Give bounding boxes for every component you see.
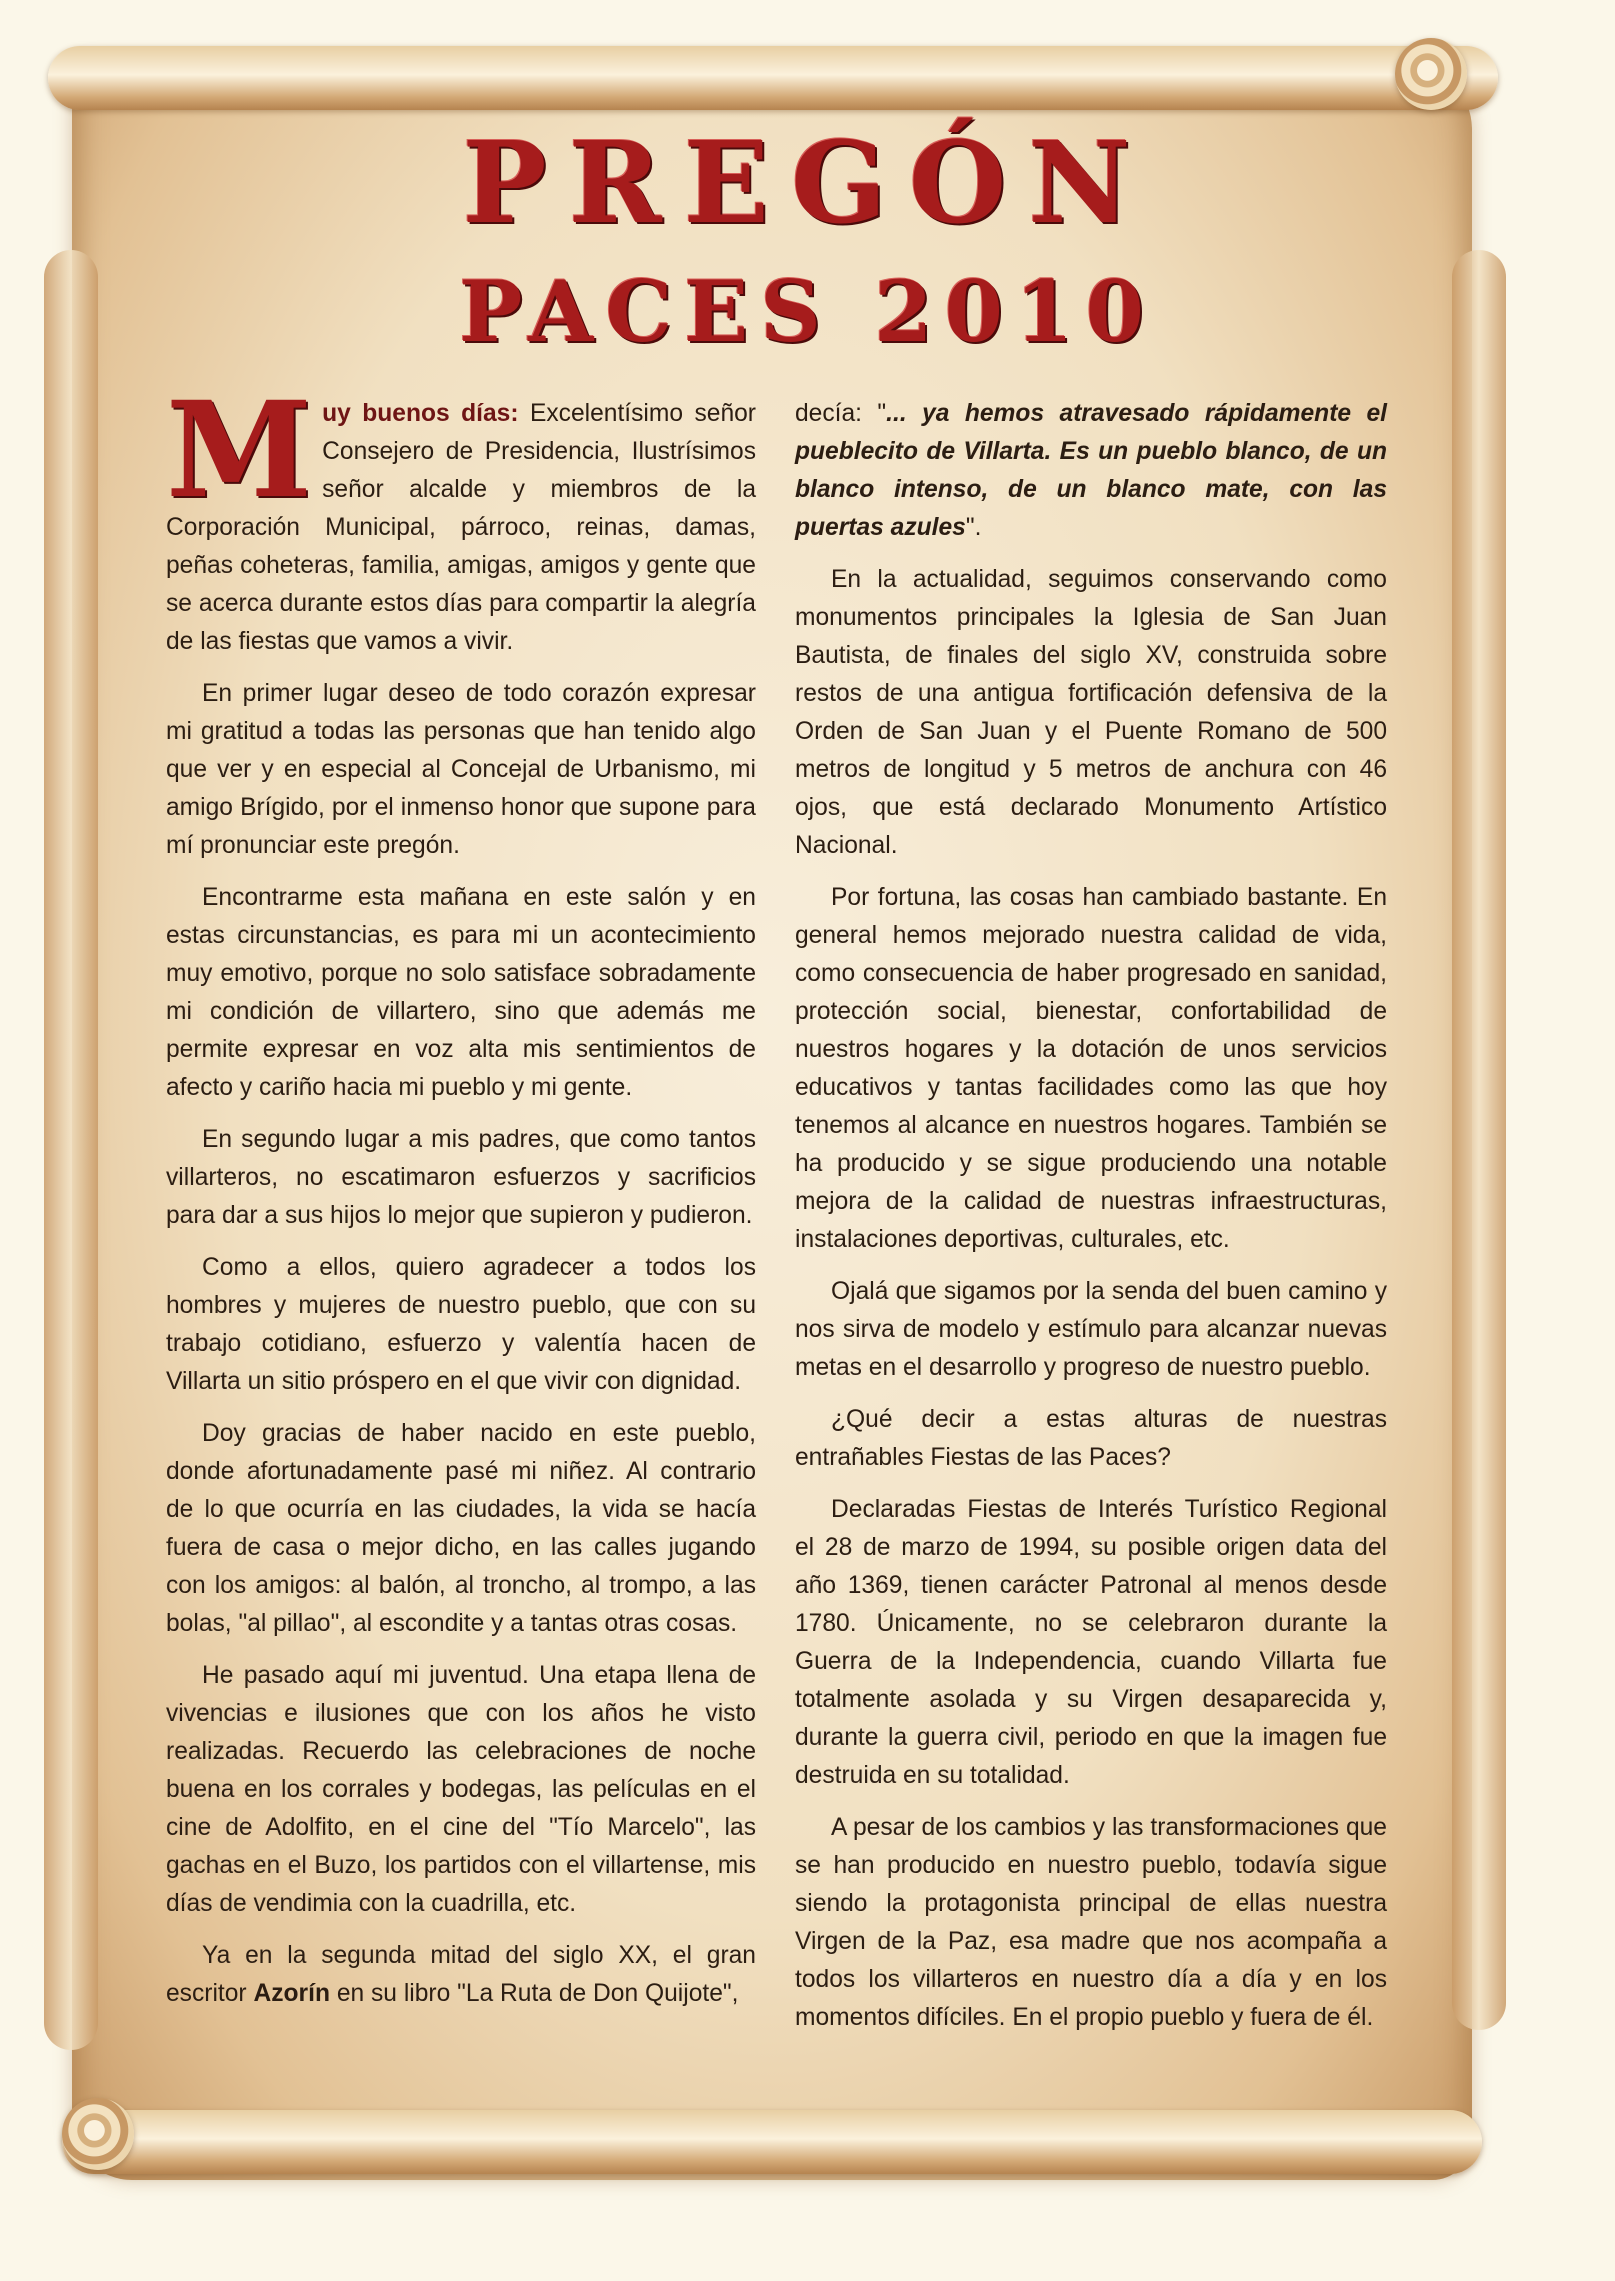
paragraph: En segundo lugar a mis padres, que como tantos villarteros, no escatimaron esfuerzos y sacrificios para dar a sus hijos lo mejor que supieron y pudieron. [166, 1126, 756, 1229]
page-subtitle: PACES 2010 [459, 262, 1156, 361]
scroll-curl-bottom-left [62, 2098, 134, 2170]
paragraph-text: Excelentísimo señor Consejero de Presidencia, Ilustrísimos señor alcalde y miembros de la Corporación Municipal, párroco, reinas, damas, peñas coheteras, familia, amigas, amigos y gente que se acerca durante estos días para compartir la alegría de las fiestas que vamos a vivir. [166, 400, 756, 655]
scroll-curl-top-right [1395, 38, 1467, 110]
greeting: uy buenos días: [322, 400, 519, 427]
paragraph: En primer lugar deseo de todo corazón expresar mi gratitud a todas las personas que han tenido algo que ver y en especial al Concejal de Urbanismo, mi amigo Brígido, por el inmenso honor que supone para mí pronunciar este pregón. [166, 680, 756, 859]
paragraph: En la actualidad, seguimos conservando como monumentos principales la Iglesia de San Juan Bautista, de finales del siglo XV, construida sobre restos de una antigua fortificación defensiva de la Orden de San Juan y el Puente Romano de 500 metros de longitud y 5 metros de anchura con 46 ojos, que está declarado Monumento Artístico Nacional. [795, 566, 1387, 859]
paragraph: He pasado aquí mi juventud. Una etapa llena de vivencias e ilusiones que con los años he visto realizadas. Recuerdo las celebraciones de noche buena en los corrales y bodegas, las películas en el cine de Adolfito, en el cine del "Tío Marcelo", las gachas en el Buzo, los partidos con el villartense, mis días de vendimia con la cuadrilla, etc. [166, 1662, 756, 1917]
paragraph: Ojalá que sigamos por la senda del buen camino y nos sirva de modelo y estímulo para alcanzar nuevas metas en el desarrollo y progreso de nuestro pueblo. [795, 1278, 1387, 1381]
azorin-quote: ... ya hemos atravesado rápidamente el pueblecito de Villarta. Es un pueblo blanco, de un blanco intenso, de un blanco mate, con las puertas azules [795, 400, 1388, 541]
scroll-top-roll [48, 46, 1498, 110]
paragraph-text: Ya en la segunda mitad del siglo XX, el gran escritor [166, 1942, 756, 2007]
paragraph: A pesar de los cambios y las transformaciones que se han producido en nuestro pueblo, todavía sigue siendo la protagonista principal de ellas nuestra Virgen de la Paz, esa madre que nos acompaña a todos los villarteros en nuestro día a día y en los momentos difíciles. En el propio pueblo y fuera de él. [795, 1814, 1387, 2031]
paragraph: Por fortuna, las cosas han cambiado bastante. En general hemos mejorado nuestra calidad de vida, como consecuencia de haber progresado en sanidad, protección social, bienestar, confortabilidad de nuestros hogares y la dotación de unos servicios educativos y tantas facilidades como las que hoy tenemos al alcance en nuestros hogares. También se ha producido y se sigue produciendo una notable mejora de la calidad de nuestras infraestructuras, instalaciones deportivas, culturales, etc. [795, 884, 1387, 1253]
paragraph: Declaradas Fiestas de Interés Turístico Regional el 28 de marzo de 1994, su posible origen data del año 1369, tienen carácter Patronal al menos desde 1780. Únicamente, no se celebraron durante la Guerra de la Independencia, cuando Villarta fue totalmente asolada y su Virgen desaparecida y, durante la guerra civil, periodo en que la imagen fue destruida en su totalidad. [795, 1496, 1387, 1789]
drop-cap: M [166, 373, 313, 528]
paragraph [795, 395, 1387, 547]
author-name: Azorín [253, 1980, 330, 2007]
paragraph: ¿Qué decir a estas alturas de nuestras entrañables Fiestas de las Paces? [795, 1406, 1387, 1471]
scroll-bottom-roll [62, 2110, 1482, 2174]
paragraph [166, 373, 756, 661]
paragraph-text: en su libro "La Ruta de Don Quijote", [329, 1980, 739, 2007]
scroll-right-edge [1452, 250, 1506, 2030]
paragraph: Encontrarme esta mañana en este salón y en estas circunstancias, es para mi un acontecimiento muy emotivo, porque no solo satisface sobradamente mi condición de villartero, sino que además me permite expresar en voz alta mis sentimientos de afecto y cariño hacia mi pueblo y mi gente. [166, 884, 756, 1101]
scroll-left-edge [44, 250, 98, 2050]
paragraph [166, 1937, 756, 2013]
left-column [166, 373, 756, 2027]
paragraph: Doy gracias de haber nacido en este pueblo, donde afortunadamente pasé mi niñez. Al contrario de lo que ocurría en las ciudades, la vida se hacía fuera de casa o mejor dicho, en las calles jugando con los amigos: al balón, al troncho, al trompo, a las bolas, "al pillao", al escondite y a tantas otras cosas. [166, 1420, 756, 1637]
paragraph-text: ". [965, 514, 982, 541]
paragraph-text: decía: " [795, 400, 887, 427]
page-title: PREGÓN [462, 118, 1153, 249]
right-column [795, 395, 1387, 2051]
paragraph: Como a ellos, quiero agradecer a todos los hombres y mujeres de nuestro pueblo, que con su trabajo cotidiano, esfuerzo y valentía hacen de Villarta un sitio próspero en el que vivir con dignidad. [166, 1254, 756, 1395]
